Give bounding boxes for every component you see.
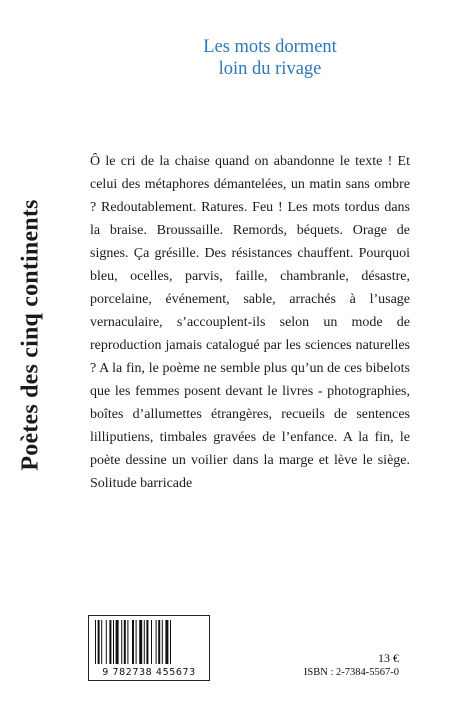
barcode-bar [165, 620, 168, 664]
isbn: ISBN : 2-7384-5567-0 [303, 667, 399, 678]
barcode-bar [132, 620, 134, 664]
barcode-bar [146, 620, 148, 664]
barcode-bar [98, 620, 100, 664]
blurb-text: Ô le cri de la chaise quand on abandonne le texte ! Et celui des métaphores démantelées, un matin sans ombre ? Redoutablement. Ratures. Feu ! Les mots tordus dans la braise. Broussaille. Remords, béquets. Orage de signes. Ça grésille. Des résistances chauffent. Pourquoi bleu, ocelles, parvis, faille, chambranle, désastre, porcelaine, événement, sable, arrachés à l’usage vernaculaire, s’accouplent-ils selon un mode de reproduction jamais catalogué par les sciences naturelles ? A la fin, le poème ne semble plus qu’un de ces bibelots que les femmes posent devant le livres - photographies, boîtes d’allumettes étrangères, recueils de sentences lilliputiens, timbales gravées de l’enfance. A la fin, le poète dessine un voilier dans la marge et lève le siège. Solitude barricade [90, 154, 410, 491]
barcode-bar [151, 620, 152, 664]
barcode-bar [144, 620, 145, 664]
barcode-bar [113, 620, 114, 664]
book-title-line-1: Les mots dorment [203, 37, 337, 57]
barcode-bar [170, 620, 171, 664]
barcode-bars [93, 620, 205, 664]
price: 13 € [378, 651, 399, 665]
barcode-bar [101, 620, 102, 664]
barcode-bar [109, 620, 111, 664]
book-title [140, 36, 400, 80]
book-title-line-2: loin du rivage [218, 59, 322, 79]
barcode-bar [156, 620, 157, 664]
barcode-bar [139, 620, 142, 664]
barcode-bar [158, 620, 160, 664]
series-title: Poètes des cinq continents [17, 199, 44, 471]
barcode-bar [116, 620, 119, 664]
barcode-bar [95, 620, 96, 664]
barcode-bar [127, 620, 128, 664]
barcode-bar [121, 620, 122, 664]
barcode-digits: 9 782738 455673 [102, 667, 196, 678]
barcode-bar [124, 620, 126, 664]
barcode-bar [136, 620, 137, 664]
barcode [88, 615, 210, 681]
barcode-bar [162, 620, 163, 664]
barcode-bar [106, 620, 107, 664]
